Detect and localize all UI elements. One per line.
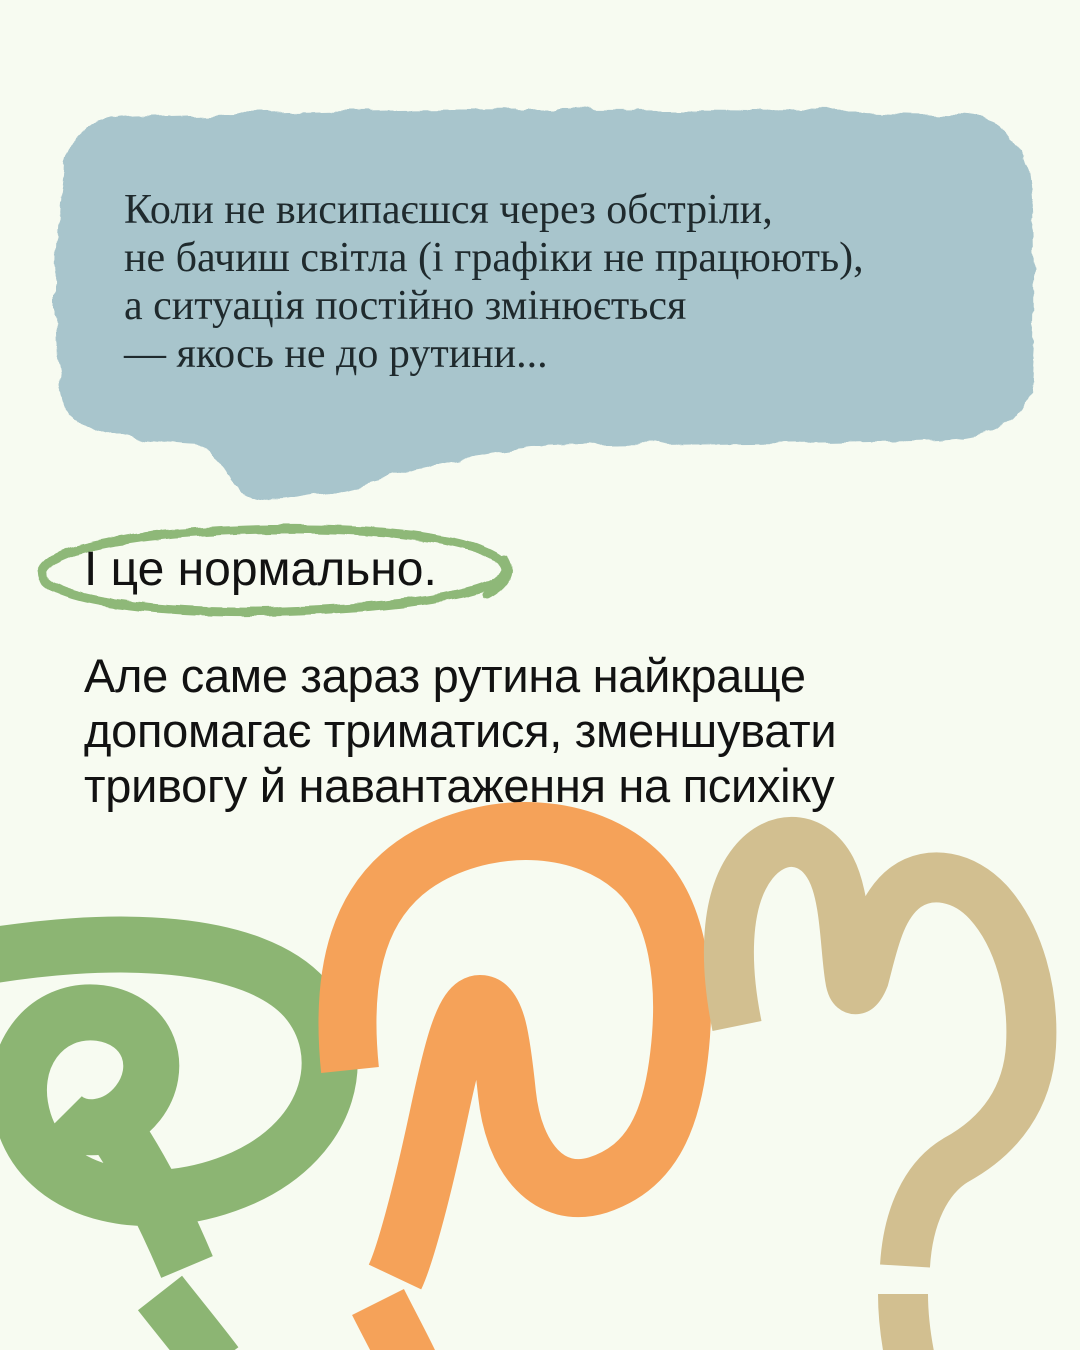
speech-bubble-text	[124, 186, 1004, 378]
squiggle-doodles	[0, 800, 1080, 1350]
tan-question-squiggle-icon	[729, 842, 1031, 1350]
bubble-line-2: не бачиш світла (і графіки не працюють),	[124, 235, 864, 281]
paragraph-line-2: допомагає триматися, зменшувати	[84, 704, 837, 757]
orange-arch-squiggle-icon	[347, 831, 682, 1350]
bubble-line-3: а ситуація постійно змінюється	[124, 283, 687, 329]
paragraph-line-1: Але саме зараз рутина найкраще	[84, 649, 806, 702]
highlight-text: І це нормально.	[84, 543, 437, 596]
body-paragraph	[84, 648, 1024, 813]
bubble-line-4: — якось не до рутини...	[124, 331, 548, 377]
green-loop-squiggle-icon	[0, 945, 330, 1350]
paragraph-line-3: тривогу й навантаження на психіку	[84, 759, 835, 812]
bubble-line-1: Коли не висипаєшся через обстріли,	[124, 187, 773, 233]
